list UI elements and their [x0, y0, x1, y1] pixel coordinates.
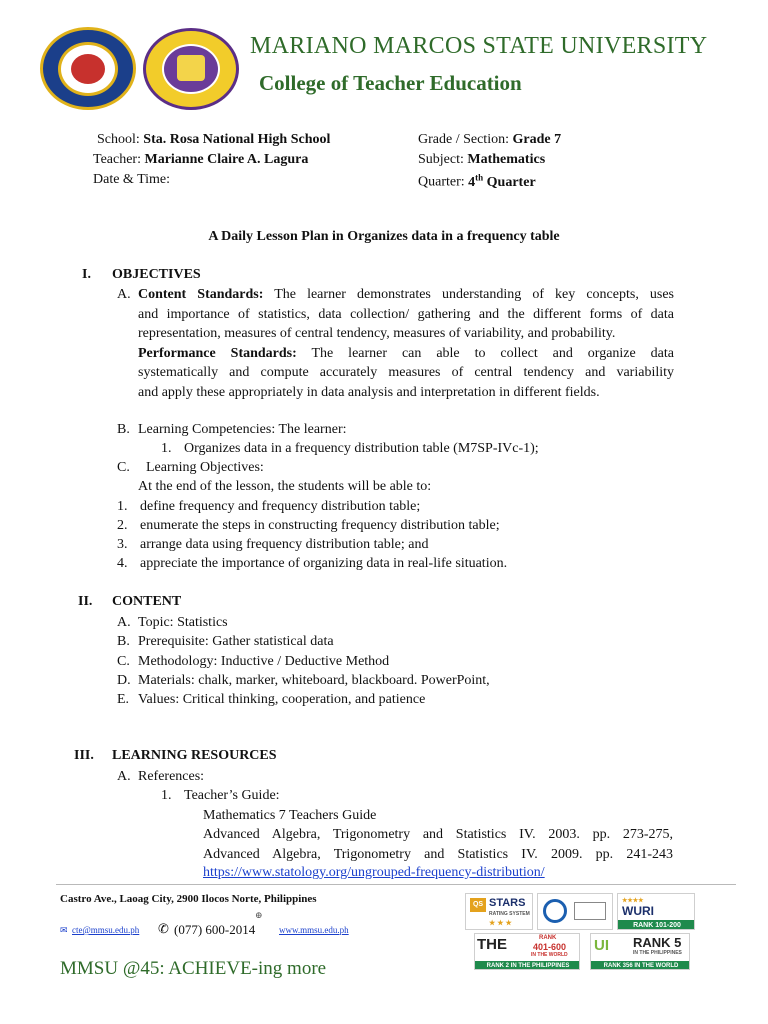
the-ranking-badge [474, 933, 580, 970]
quarter-value [468, 172, 536, 190]
wuri-badge [617, 893, 695, 930]
college-seal-logo [143, 28, 239, 110]
objective-b-letter: B. [117, 422, 130, 437]
content-d-letter: D. [117, 673, 131, 688]
content-methodology: Methodology: Inductive / Deductive Method [138, 654, 390, 669]
socotec-icon [543, 899, 567, 923]
performance-standards-label: Performance Standards: [138, 345, 297, 361]
teacher-line [93, 152, 308, 168]
grade-line [418, 132, 561, 148]
performance-text-1: The learner can able to collect and organize data [311, 345, 674, 361]
ui-rank: RANK 5 [633, 935, 682, 950]
objective-a-letter: A. [117, 287, 131, 302]
teachers-guide-num: 1. [161, 788, 172, 803]
ui-greenmetric-badge [590, 933, 690, 970]
content-standards-block [138, 285, 674, 402]
teachers-guide-label: Teacher’s Guide: [184, 788, 280, 803]
content-topic: Topic: Statistics [138, 615, 228, 630]
content-standards-line-3: representation, measures of central tendency, measures of variability, and probability. [138, 326, 616, 341]
resources-a-letter: A. [117, 769, 131, 784]
content-standards-label: Content Standards: [138, 287, 264, 302]
subject-value: Mathematics [467, 152, 546, 167]
college-seal-emblem [177, 55, 205, 81]
content-standards-line-1 [138, 285, 674, 305]
content-c-letter: C. [117, 654, 130, 669]
quarter-line [418, 172, 536, 191]
objective-item-3-num: 3. [117, 537, 128, 552]
iso-icon [574, 902, 606, 920]
content-numeral: II. [78, 594, 93, 609]
objectives-numeral: I. [82, 267, 91, 282]
footer-slogan: MMSU @45: ACHIEVE-ing more [60, 958, 327, 979]
phone-icon: ✆ [158, 921, 169, 936]
the-rank-world: IN THE WORLD [531, 952, 568, 958]
footer-address: Castro Ave., Laoag City, 2900 Ilocos Norte, Philippines [60, 893, 317, 905]
objective-item-1-num: 1. [117, 499, 128, 514]
qs-stars-badge [465, 893, 533, 930]
content-prerequisite: Prerequisite: Gather statistical data [138, 634, 334, 649]
subject-label: Subject: [418, 152, 464, 167]
performance-standards-line-3: and apply these appropriately in data analysis and interpretation in different fields. [138, 384, 600, 400]
qs-stars-icon: ★ ★ ★ [489, 920, 512, 927]
objectives-intro: At the end of the lesson, the students will be able to: [138, 479, 432, 494]
objective-item-1: define frequency and frequency distribution table; [140, 499, 421, 514]
content-standards-line-2: and importance of statistics, data collection/ gathering and the different forms of data [138, 306, 674, 322]
email-icon: ✉ [60, 925, 68, 935]
performance-standards-line-1 [138, 344, 674, 364]
footer-phone: (077) 600-2014 [174, 922, 256, 937]
resources-numeral: III. [74, 748, 94, 763]
competency-1: Organizes data in a frequency distribution table (M7SP-IVc-1); [184, 441, 539, 456]
quarter-word: Quarter [486, 174, 536, 190]
university-title: MARIANO MARCOS STATE UNIVERSITY [250, 33, 708, 59]
the-rank-ph: RANK 2 IN THE PHILIPPINES [475, 961, 580, 970]
college-title: College of Teacher Education [259, 71, 522, 95]
performance-standards-line-2: systematically and compute accurately measures of central tendency and variability [138, 365, 674, 380]
objective-item-2-num: 2. [117, 518, 128, 533]
ui-rank-ph: IN THE PHILIPPINES [633, 950, 682, 956]
school-label: School: [97, 132, 140, 147]
content-a-letter: A. [117, 615, 131, 630]
school-value: Sta. Rosa National High School [143, 132, 331, 147]
ui-rank-world: RANK 356 IN THE WORLD [591, 961, 690, 970]
qs-stars-text: STARS [489, 897, 526, 909]
competency-number: 1. [161, 441, 172, 456]
college-seal-inner [162, 44, 220, 94]
grade-value: Grade 7 [512, 132, 562, 147]
content-standards-text-1: The learner demonstrates understanding of key concepts, uses [274, 287, 674, 302]
content-heading: CONTENT [112, 594, 182, 609]
content-materials: Materials: chalk, marker, whiteboard, blackboard. PowerPoint, [138, 673, 490, 688]
reference-1: Mathematics 7 Teachers Guide [203, 808, 377, 823]
objective-item-4-num: 4. [117, 556, 128, 571]
reference-link[interactable]: https://www.statology.org/ungrouped-frequency-distribution/ [203, 865, 545, 880]
wuri-rank: RANK 101-200 [618, 920, 695, 930]
seal-core-emblem [71, 54, 105, 84]
footer-email[interactable]: cte@mmsu.edu.ph [72, 925, 140, 935]
quarter-label: Quarter: [418, 174, 465, 190]
teacher-value: Marianne Claire A. Lagura [144, 152, 309, 167]
ui-greenmetric-logo: UI [594, 937, 609, 954]
footer-divider [56, 884, 736, 885]
qs-mark: QS [470, 898, 486, 912]
wuri-text: WURI [622, 904, 654, 918]
learning-competencies: Learning Competencies: The learner: [138, 422, 347, 437]
content-b-letter: B. [117, 634, 130, 649]
wuri-stars-icon: ★★★★ [622, 898, 644, 904]
the-rank-label: RANK [539, 935, 557, 941]
objective-c-letter: C. [117, 460, 130, 475]
datetime-label: Date & Time: [93, 172, 171, 187]
reference-2: Advanced Algebra, Trigonometry and Statistics IV. 2003. pp. 273-275, [203, 827, 673, 842]
socotec-badge [537, 893, 613, 930]
resources-heading: LEARNING RESOURCES [112, 748, 277, 763]
the-rank-range: 401-600 [533, 942, 567, 952]
reference-block [203, 825, 673, 864]
content-values: Values: Critical thinking, cooperation, and patience [138, 692, 426, 707]
learning-objectives-label: Learning Objectives: [146, 460, 264, 475]
globe-icon: ⊕ [255, 910, 263, 920]
content-e-letter: E. [117, 692, 130, 707]
qs-sub-text: RATING SYSTEM [489, 911, 530, 917]
objective-item-2: enumerate the steps in constructing frequency distribution table; [140, 518, 500, 533]
objective-item-4: appreciate the importance of organizing data in real-life situation. [140, 556, 508, 571]
university-seal-logo [40, 27, 136, 110]
quarter-number: 4 [468, 174, 476, 190]
grade-label: Grade / Section: [418, 132, 509, 147]
seal-inner-ring [58, 42, 118, 96]
datetime-line [93, 172, 170, 188]
objective-item-3: arrange data using frequency distribution table; and [140, 537, 429, 552]
reference-3: Advanced Algebra, Trigonometry and Statistics IV. 2009. pp. 241-243 [203, 846, 673, 862]
school-line [97, 132, 330, 148]
footer-website[interactable]: www.mmsu.edu.ph [279, 925, 349, 935]
lesson-plan-title: A Daily Lesson Plan in Organizes data in a frequency table [208, 229, 560, 244]
the-logo: THE [477, 936, 507, 953]
objectives-heading: OBJECTIVES [112, 267, 201, 282]
quarter-suffix: th [475, 172, 484, 182]
references-label: References: [138, 769, 205, 784]
subject-line [418, 152, 545, 168]
teacher-label: Teacher: [93, 152, 141, 167]
